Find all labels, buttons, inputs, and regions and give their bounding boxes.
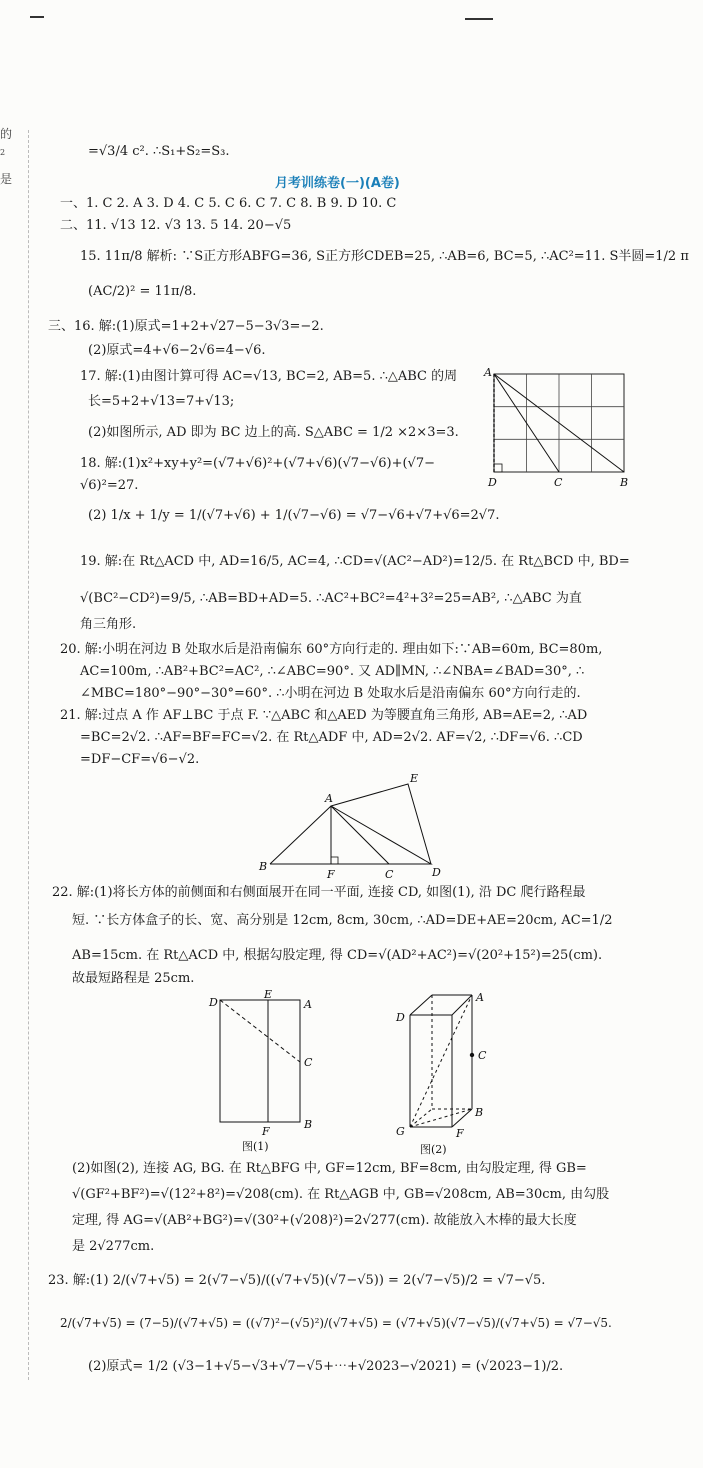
right-angle-mark: [494, 464, 502, 472]
answer-line: 角三角形.: [80, 617, 137, 632]
page-title: 月考训练卷(一)(A卷): [275, 176, 400, 191]
answer-line: 17. 解:(1)由图计算可得 AC=√13, BC=2, AB=5. ∴△ABC 的周: [80, 369, 458, 384]
margin-glyph: 是: [0, 172, 13, 186]
label-c: C: [554, 476, 563, 489]
answer-line: ∠MBC=180°−90°−30°=60°. ∴小明在河边 B 处取水后是沿南偏东 60°方向行走的.: [80, 686, 581, 701]
label-e: E: [264, 990, 273, 1001]
answer-line: (2)原式=4+√6−2√6=4−√6.: [88, 343, 266, 358]
answer-line: 二、11. √13 12. √3 13. 5 14. 20−√5: [60, 218, 292, 233]
answer-line: 定理, 得 AG=√(AB²+BG²)=√(30²+(√208)²)=2√277(cm). 故能放入木棒的最大长度: [72, 1213, 577, 1228]
answer-line: =√3/4 c². ∴S₁+S₂=S₃.: [88, 144, 230, 159]
answer-line: 18. 解:(1)x²+xy+y²=(√7+√6)²+(√7+√6)(√7−√6)+(√7−: [80, 456, 436, 471]
right-angle-mark: [331, 857, 338, 864]
answer-line: (2) 1/x + 1/y = 1/(√7+√6) + 1/(√7−√6) = √7−√6+√7+√6=2√7.: [88, 508, 500, 523]
label-d: D: [432, 866, 441, 879]
grid-figure-17: [482, 362, 632, 492]
answer-line: 短. ∵长方体盒子的长、宽、高分别是 12cm, 8cm, 30cm, ∴AD=DE+AE=20cm, AC=1/2: [72, 913, 613, 928]
label-b: B: [259, 860, 268, 873]
answer-line: √(GF²+BF²)=√(12²+8²)=√208(cm). 在 Rt△AGB 中, GB=√208cm, AB=30cm, 由勾股: [72, 1187, 610, 1202]
hidden-edge: [410, 1109, 432, 1127]
label-c: C: [385, 868, 394, 881]
answer-line: 19. 解:在 Rt△ACD 中, AD=16/5, AC=4, ∴CD=√(AC²−AD²)=12/5. 在 Rt△BCD 中, BD=: [80, 554, 630, 569]
label-c: C: [478, 1049, 487, 1062]
answer-line: AC=100m, ∴AB²+BC²=AC², ∴∠ABC=90°. 又 AD∥MN, ∴∠NBA=∠BAD=30°, ∴: [80, 664, 585, 679]
label-d: D: [209, 996, 218, 1009]
margin-glyph: 2: [0, 148, 6, 157]
unfolded-figure-22-1: [200, 990, 330, 1160]
caption-figure-2: 图(2): [420, 1143, 447, 1156]
scan-top-margin: [0, 0, 703, 45]
label-a: A: [304, 998, 312, 1011]
answer-line: 23. 解:(1) 2/(√7+√5) = 2(√7−√5)/((√7+√5)(√7−√5)) = 2(√7−√5)/2 = √7−√5.: [48, 1273, 546, 1288]
label-f: F: [327, 868, 335, 881]
triangle-aed: [331, 784, 431, 864]
answer-line: 是 2√277cm.: [72, 1239, 155, 1254]
label-b: B: [304, 1118, 313, 1131]
triangle-figure-21: [255, 772, 445, 882]
path-dc: [220, 1000, 300, 1062]
answer-line: 15. 11π/8 解析: ∵S正方形ABFG=36, S正方形CDEB=25, ∴AB=6, BC=5, ∴AC²=11. S半圆=1/2 π: [80, 249, 689, 264]
cuboid-edge: [452, 995, 472, 1015]
answer-line: √(BC²−CD²)=9/5, ∴AB=BD+AD=5. ∴AC²+BC²=4²+3²=25=AB², ∴△ABC 为直: [80, 591, 582, 606]
point-c: [470, 1053, 474, 1057]
triangle-abd: [270, 806, 431, 864]
label-a: A: [484, 366, 492, 379]
answer-line: 长=5+2+√13=7+√13;: [88, 394, 235, 409]
answer-line: (2)原式= 1/2 (√3−1+√5−√3+√7−√5+⋯+√2023−√2021) = (√2023−1)/2.: [88, 1359, 564, 1374]
answer-line: 22. 解:(1)将长方体的前侧面和右侧面展开在同一平面, 连接 CD, 如图(1), 沿 DC 爬行路程最: [52, 885, 586, 900]
top-tick: [30, 16, 44, 18]
binding-margin-line: [28, 130, 29, 1380]
caption-figure-1: 图(1): [242, 1140, 269, 1153]
label-b: B: [620, 476, 629, 489]
answer-line: (2)如图(2), 连接 AG, BG. 在 Rt△BFG 中, GF=12cm, BF=8cm, 由勾股定理, 得 GB=: [72, 1161, 587, 1176]
answer-line: AB=15cm. 在 Rt△ACD 中, 根据勾股定理, 得 CD=√(AD²+AC²)=√(20²+15²)=25(cm).: [72, 948, 603, 963]
answer-line: 故最短路程是 25cm.: [72, 971, 195, 986]
answer-line: =BC=2√2. ∴AF=BF=FC=√2. 在 Rt△ADF 中, AD=2√2. AF=√2, ∴DF=√6. ∴CD: [80, 730, 583, 745]
label-f: F: [262, 1125, 270, 1138]
margin-glyph: 的: [0, 127, 13, 141]
answer-line: (AC/2)² = 11π/8.: [88, 284, 197, 299]
answer-line: 20. 解:小明在河边 B 处取水后是沿南偏东 60°方向行走的. 理由如下:∵AB=60m, BC=80m,: [60, 642, 603, 657]
answer-line: 2/(√7+√5) = (7−5)/(√7+√5) = ((√7)²−(√5)²)/(√7+√5) = (√7+√5)(√7−√5)/(√7+√5) = √7−√5.: [60, 1316, 612, 1330]
answer-line: 21. 解:过点 A 作 AF⊥BC 于点 F. ∵△ABC 和△AED 为等腰直角三角形, AB=AE=2, ∴AD: [60, 708, 588, 723]
label-c: C: [304, 1056, 313, 1069]
unfolded-rectangle: [220, 1000, 300, 1122]
cuboid-edge: [410, 995, 432, 1015]
label-a: A: [325, 792, 333, 805]
label-g: G: [396, 1125, 405, 1138]
label-f: F: [456, 1127, 464, 1140]
label-e: E: [410, 772, 419, 785]
top-tick: [465, 18, 493, 20]
answer-line: 一、1. C 2. A 3. D 4. C 5. C 6. C 7. C 8. B 9. D 10. C: [60, 196, 397, 211]
answer-line: (2)如图所示, AD 即为 BC 边上的高. S△ABC = 1/2 ×2×3=3.: [88, 425, 459, 440]
label-d: D: [488, 476, 497, 489]
cuboid-figure-22-2: [390, 985, 500, 1160]
answer-line: √6)²=27.: [80, 478, 139, 493]
label-d: D: [396, 1011, 405, 1024]
answer-line: =DF−CF=√6−√2.: [80, 752, 200, 767]
label-b: B: [475, 1106, 484, 1119]
label-a: A: [476, 991, 484, 1004]
answer-line: 三、16. 解:(1)原式=1+2+√27−5−3√3=−2.: [48, 319, 324, 334]
